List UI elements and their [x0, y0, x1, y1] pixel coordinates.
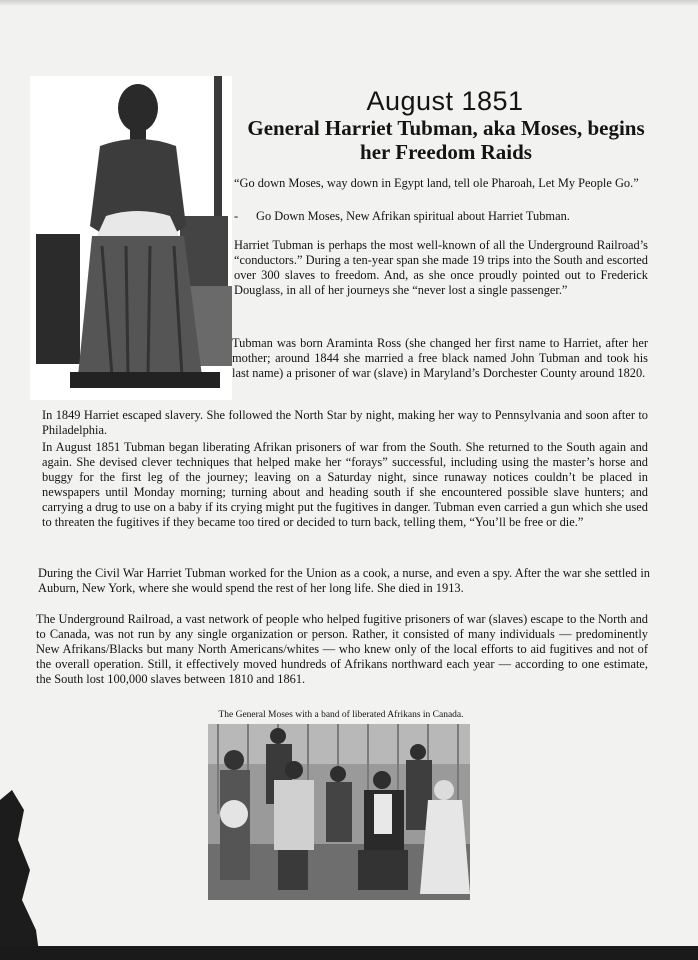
- paragraph-conductors: Harriet Tubman is perhaps the most well-known of all the Underground Railroad’s “conductors.” During a ten-year span she made 19 trips into the South and escorted over 300 slaves to freedom. And, as she once proudly pointed out to Frederick Douglass, in all of her journeys she “never lost a single passenger.”: [234, 238, 648, 297]
- portrait-photo-drawing: [30, 76, 232, 400]
- scan-edge-left: [0, 760, 40, 960]
- paragraph-escape: In 1849 Harriet escaped slavery. She followed the North Star by night, making her way to Pennsylvania and soon after to Philadelphia.: [42, 408, 648, 437]
- paragraph-birth: Tubman was born Araminta Ross (she changed her first name to Harriet, after her mother; around 1844 she married a free black named John Tubman and took his last name) a prisoner of war (slave) in Maryland’s Dorchester County around 1820.: [232, 336, 648, 380]
- group-photo-caption: The General Moses with a band of liberated Afrikans in Canada.: [218, 710, 464, 720]
- group-photo: [208, 724, 470, 900]
- group-photo-drawing: [208, 724, 470, 900]
- paragraph-civil-war: During the Civil War Harriet Tubman worked for the Union as a cook, a nurse, and even a spy. After the war she settled in Auburn, New York, where she would spend the rest of her long life. She died in 1913.: [38, 566, 650, 595]
- page-subtitle: General Harriet Tubman, aka Moses, begins her Freedom Raids: [247, 116, 645, 164]
- opening-quote: “Go down Moses, way down in Egypt land, tell ole Pharoah, Let My People Go.”: [234, 176, 639, 190]
- portrait-photo: [30, 76, 232, 400]
- paragraph-underground-railroad: The Underground Railroad, a vast network of people who helped fugitive prisoners of war (slaves) escape to the North and to Canada, was not run by any single organization or person. Rather, it consisted of many individuals — predominently New Afrikans/Blacks but many North Americans/whites — who knew only of the local efforts to aid fugitives and not of the overall operation. Still, it effectively moved hundreds of Afrikans northward each year — according to one estimate, the South lost 100,000 slaves between 1810 and 1861.: [36, 612, 648, 686]
- scan-edge-bottom: [0, 946, 698, 960]
- quote-attribution: [234, 209, 644, 224]
- attribution-text: Go Down Moses, New Afrikan spiritual about Harriet Tubman.: [256, 209, 570, 223]
- paragraph-raids: In August 1851 Tubman began liberating Afrikan prisoners of war from the South. She returned to the South again and again. She devised clever techniques that helped make her “forays” successful, including using the master’s horse and buggy for the first leg of the journey; leaving on a Saturday night, since runaway notices couldn’t be placed in newspapers until Monday morning; turning about and heading south if she encountered possible slave hunters; and carrying a drug to use on a baby if its crying might put the fugitives in danger. Tubman even carried a gun which she used to threaten the fugitives if they became too tired or decided to turn back, telling them, “You’ll be free or die.”: [42, 440, 648, 529]
- attribution-dash: -: [234, 209, 239, 223]
- scan-edge-top: [0, 0, 698, 6]
- page-title: August 1851: [366, 86, 524, 116]
